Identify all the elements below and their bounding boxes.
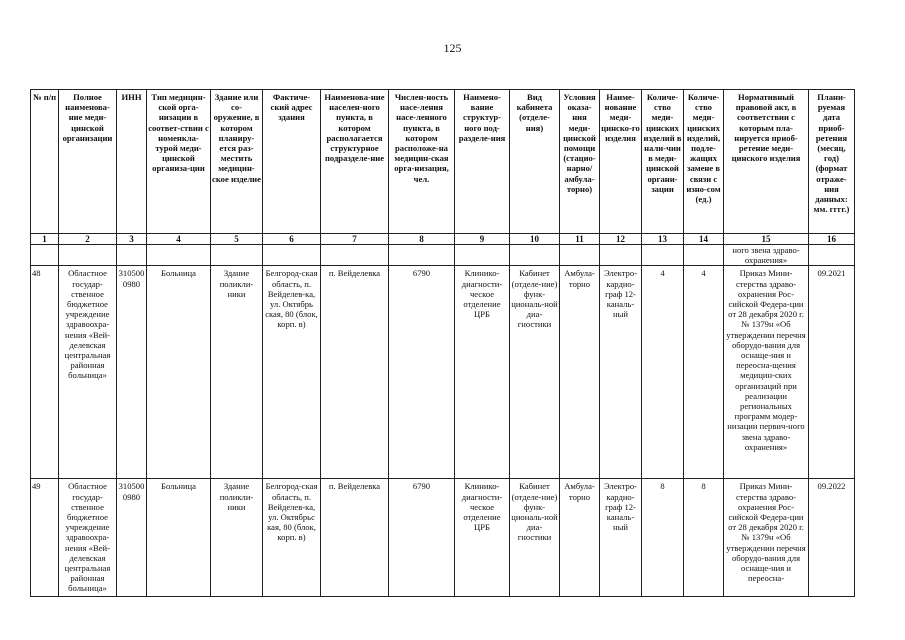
header-cell: Числен-ность насе-ления насе-ленного пункта, в котором расположе-на медицин-ская орга-низация, чел. xyxy=(389,90,455,234)
header-cell: Тип медицин-ской орга-низации в соответ-ствии с номенкла-турой меди-цинской организа-ции xyxy=(147,90,211,234)
row-number: 48 xyxy=(31,266,59,479)
organization-name: Областное государ-ственное бюджетное учреждение здравоохра-нения «Вей-делевская центральная районная больница» xyxy=(59,479,117,596)
continuation-row xyxy=(31,245,855,266)
column-number: 9 xyxy=(455,234,510,245)
header-cell: Количе-ство меди-цинских изделий в нали-чии в меди-цинской органи-зации xyxy=(642,90,684,234)
inn: 310500 0980 xyxy=(117,266,147,479)
header-cell: Здание или со-оружение, в котором планиру-ется раз-местить медицин-ское изделие xyxy=(211,90,263,234)
column-number: 8 xyxy=(389,234,455,245)
header-cell: № п/п xyxy=(31,90,59,234)
column-number: 1 xyxy=(31,234,59,245)
address: Белгород-ская область, п. Вейделев-ка, ул. Октябрь ская, 80 (блок, корп. в) xyxy=(263,266,321,479)
organization-name: Областное государ-ственное бюджетное учреждение здравоохра-нения «Вей-делевская центральная районная больница» xyxy=(59,266,117,479)
column-number: 14 xyxy=(684,234,724,245)
address: Белгород-ская область, п. Вейделев-ка, ул. Октябрьс кая, 80 (блок, корп. в) xyxy=(263,479,321,596)
subdivision: Клинико-диагности-ческое отделение ЦРБ xyxy=(455,266,510,479)
legal-act: Приказ Мини-стерства здраво-охранения Рос-сийской Федера-ции от 28 декабря 2020 г. № 1379н «Об утверждении перечня оборудо-вания для оснаще-ния и переосна-щения медицин-ских организаций при реализации региональных программ модер-низации первич-ного звена здраво-охранения» xyxy=(724,266,809,479)
device-name: Электро-кардио-граф 12-каналь-ный xyxy=(600,479,642,596)
page-number: 125 xyxy=(443,41,462,55)
header-cell: Полное наименова-ние меди-цинской организации xyxy=(59,90,117,234)
column-number: 16 xyxy=(809,234,855,245)
organization-type: Больница xyxy=(147,266,211,479)
header-cell: Наиме-нование меди-цинско-го изделия xyxy=(600,90,642,234)
care-conditions: Амбула-торно xyxy=(560,266,600,479)
population: 6790 xyxy=(389,479,455,596)
continuation-text: ного звена здраво-охранения» xyxy=(724,245,809,266)
column-number: 6 xyxy=(263,234,321,245)
table-row xyxy=(31,479,855,596)
column-number: 3 xyxy=(117,234,147,245)
column-number: 11 xyxy=(560,234,600,245)
header-cell: Фактиче-ский адрес здания xyxy=(263,90,321,234)
header-row xyxy=(31,90,855,234)
header-cell: Наимено-вание структур-ного под-разделе-ния xyxy=(455,90,510,234)
header-cell: Количе-ство меди-цинских изделий, подле-жащих замене в связи с изно-сом (ед.) xyxy=(684,90,724,234)
header-cell: Плани-руемая дата приоб-ретения (месяц, год) (формат отраже-ния данных: мм. гггг.) xyxy=(809,90,855,234)
header-cell: ИНН xyxy=(117,90,147,234)
table-row xyxy=(31,266,855,479)
cabinet-type: Кабинет (отделе-ние) функ-циональ-ной диа-гностики xyxy=(510,266,560,479)
care-conditions: Амбула-торно xyxy=(560,479,600,596)
subdivision: Клинико-диагности-ческое отделение ЦРБ xyxy=(455,479,510,596)
qty-replace: 4 xyxy=(684,266,724,479)
settlement: п. Вейделевка xyxy=(321,479,389,596)
qty-available: 8 xyxy=(642,479,684,596)
building: Здание поликли-ники xyxy=(211,266,263,479)
cabinet-type: Кабинет (отделе-ние) функ-циональ-ной диа-гностики xyxy=(510,479,560,596)
column-number: 15 xyxy=(724,234,809,245)
qty-replace: 8 xyxy=(684,479,724,596)
settlement: п. Вейделевка xyxy=(321,266,389,479)
device-name: Электро-кардио-граф 12-каналь-ный xyxy=(600,266,642,479)
purchase-date: 09.2021 xyxy=(809,266,855,479)
purchase-date: 09.2022 xyxy=(809,479,855,596)
column-number: 12 xyxy=(600,234,642,245)
equipment-table xyxy=(30,89,855,597)
column-number: 13 xyxy=(642,234,684,245)
column-number: 4 xyxy=(147,234,211,245)
column-number: 5 xyxy=(211,234,263,245)
column-number: 10 xyxy=(510,234,560,245)
header-cell: Вид кабинета (отделе-ния) xyxy=(510,90,560,234)
column-number: 2 xyxy=(59,234,117,245)
organization-type: Больница xyxy=(147,479,211,596)
qty-available: 4 xyxy=(642,266,684,479)
row-number: 49 xyxy=(31,479,59,596)
column-number-row xyxy=(31,234,855,245)
header-cell: Условия оказа-ния меди-цинской помощи (стацио-нарно/ амбула-торно) xyxy=(560,90,600,234)
inn: 310500 0980 xyxy=(117,479,147,596)
header-cell: Нормативный правовой акт, в соответствии с которым пла-нируется приоб-ретение меди-цинского изделия xyxy=(724,90,809,234)
column-number: 7 xyxy=(321,234,389,245)
building: Здание поликли-ники xyxy=(211,479,263,596)
population: 6790 xyxy=(389,266,455,479)
legal-act: Приказ Мини-стерства здраво-охранения Рос-сийской Федера-ции от 28 декабря 2020 г. № 1379н «Об утверждении перечня оборудо-вания для оснаще-ния и переосна- xyxy=(724,479,809,596)
header-cell: Наименова-ние населен-ного пункта, в котором располагается структурное подразделе-ние xyxy=(321,90,389,234)
